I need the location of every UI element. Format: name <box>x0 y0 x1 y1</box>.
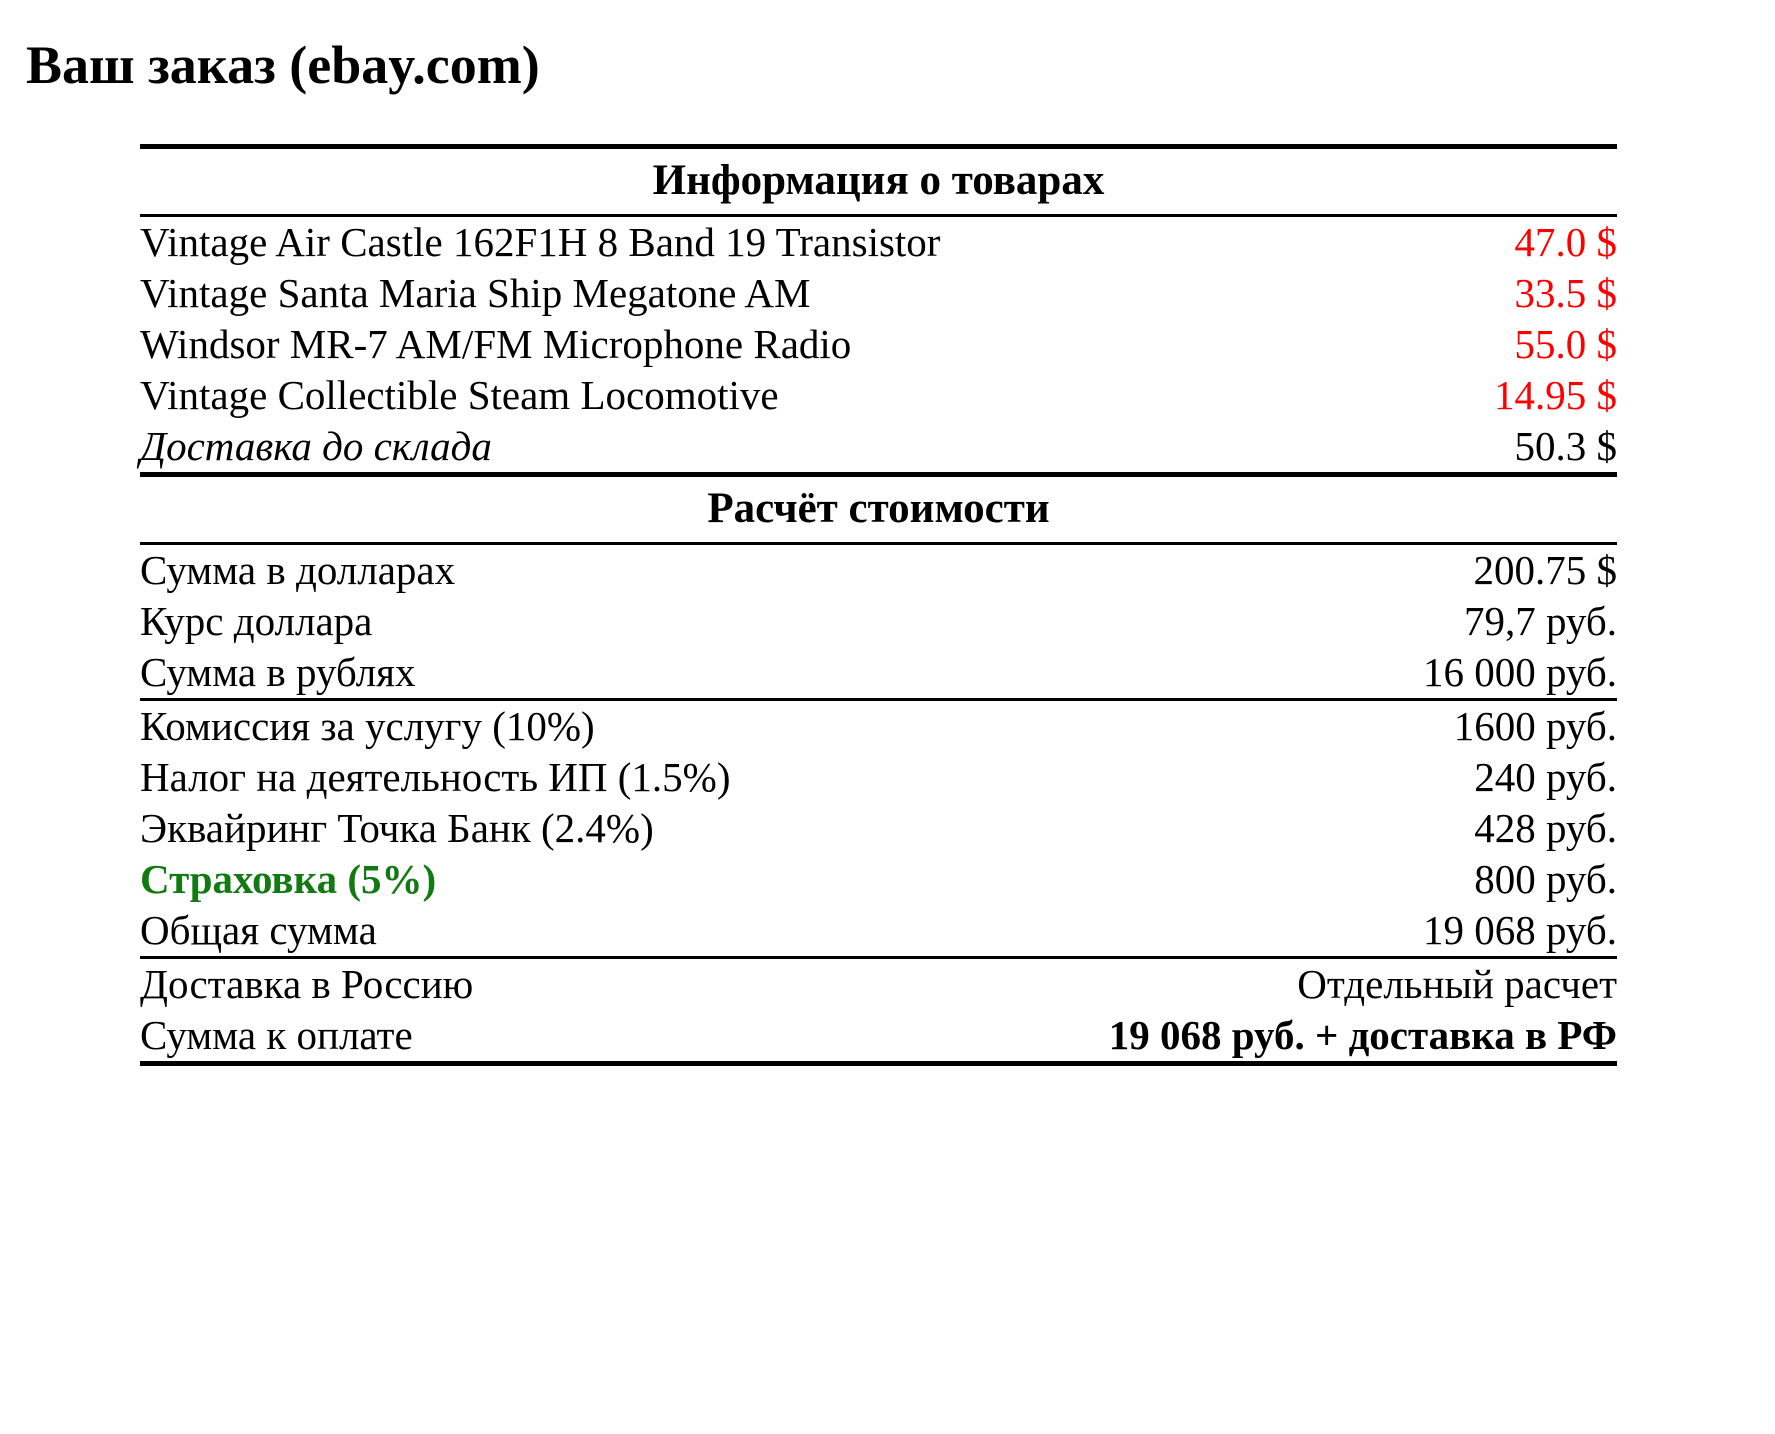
table-row-insurance <box>140 854 1617 905</box>
section-header-calculation-label: Расчёт стоимости <box>140 475 1617 544</box>
total-label: Сумма в долларах <box>140 544 1043 597</box>
fee-label: Страховка (5%) <box>140 856 437 903</box>
total-value: 200.75 $ <box>1043 544 1617 597</box>
table-row-delivery-russia <box>140 958 1617 1011</box>
final-label: Сумма к оплате <box>140 1010 1043 1064</box>
fee-value: 240 руб. <box>1474 754 1617 801</box>
item-label: Vintage Collectible Steam Locomotive <box>140 372 779 419</box>
table-row-shipping-to-warehouse <box>140 421 1617 475</box>
item-price: 14.95 $ <box>1494 372 1617 419</box>
table-row <box>140 752 1617 803</box>
fee-value: 800 руб. <box>1474 856 1617 903</box>
fee-value: 19 068 руб. <box>1422 907 1617 954</box>
table-row <box>140 319 1617 370</box>
final-value: Отдельный расчет <box>1043 958 1617 1011</box>
item-label: Доставка до склада <box>140 423 492 470</box>
section-header-items-label: Информация о товарах <box>140 147 1617 216</box>
table-row <box>140 216 1617 269</box>
item-price: 33.5 $ <box>1514 270 1617 317</box>
table-row <box>140 803 1617 854</box>
fee-value: 1600 руб. <box>1043 700 1617 753</box>
section-header-calculation <box>140 475 1617 544</box>
table-row <box>140 596 1617 647</box>
total-label: Курс доллара <box>140 598 373 645</box>
total-value: 16 000 руб. <box>1422 649 1617 696</box>
fee-label: Общая сумма <box>140 907 377 954</box>
item-price: 47.0 $ <box>1043 216 1617 269</box>
item-label: Windsor MR-7 AM/FM Microphone Radio <box>140 321 852 368</box>
order-table-container <box>140 144 1617 1066</box>
table-row <box>140 268 1617 319</box>
item-label: Vintage Santa Maria Ship Megatone AM <box>140 270 811 317</box>
table-row-grand-total <box>140 905 1617 958</box>
fee-label: Налог на деятельность ИП (1.5%) <box>140 754 731 801</box>
table-row <box>140 700 1617 753</box>
table-row <box>140 544 1617 597</box>
fee-value: 428 руб. <box>1474 805 1617 852</box>
item-price: 50.3 $ <box>1514 423 1617 470</box>
section-header-items <box>140 147 1617 216</box>
item-label: Vintage Air Castle 162F1H 8 Band 19 Transistor <box>140 216 1043 269</box>
fee-label: Эквайринг Точка Банк (2.4%) <box>140 805 654 852</box>
item-price: 55.0 $ <box>1514 321 1617 368</box>
final-label: Доставка в Россию <box>140 958 1043 1011</box>
table-row <box>140 647 1617 700</box>
table-row <box>140 370 1617 421</box>
total-value: 79,7 руб. <box>1463 598 1617 645</box>
order-table <box>140 144 1617 1066</box>
table-row-amount-due <box>140 1010 1617 1064</box>
page-title: Ваш заказ (ebay.com) <box>26 35 540 95</box>
total-label: Сумма в рублях <box>140 649 416 696</box>
final-value: 19 068 руб. + доставка в РФ <box>1043 1010 1617 1064</box>
fee-label: Комиссия за услугу (10%) <box>140 700 1043 753</box>
